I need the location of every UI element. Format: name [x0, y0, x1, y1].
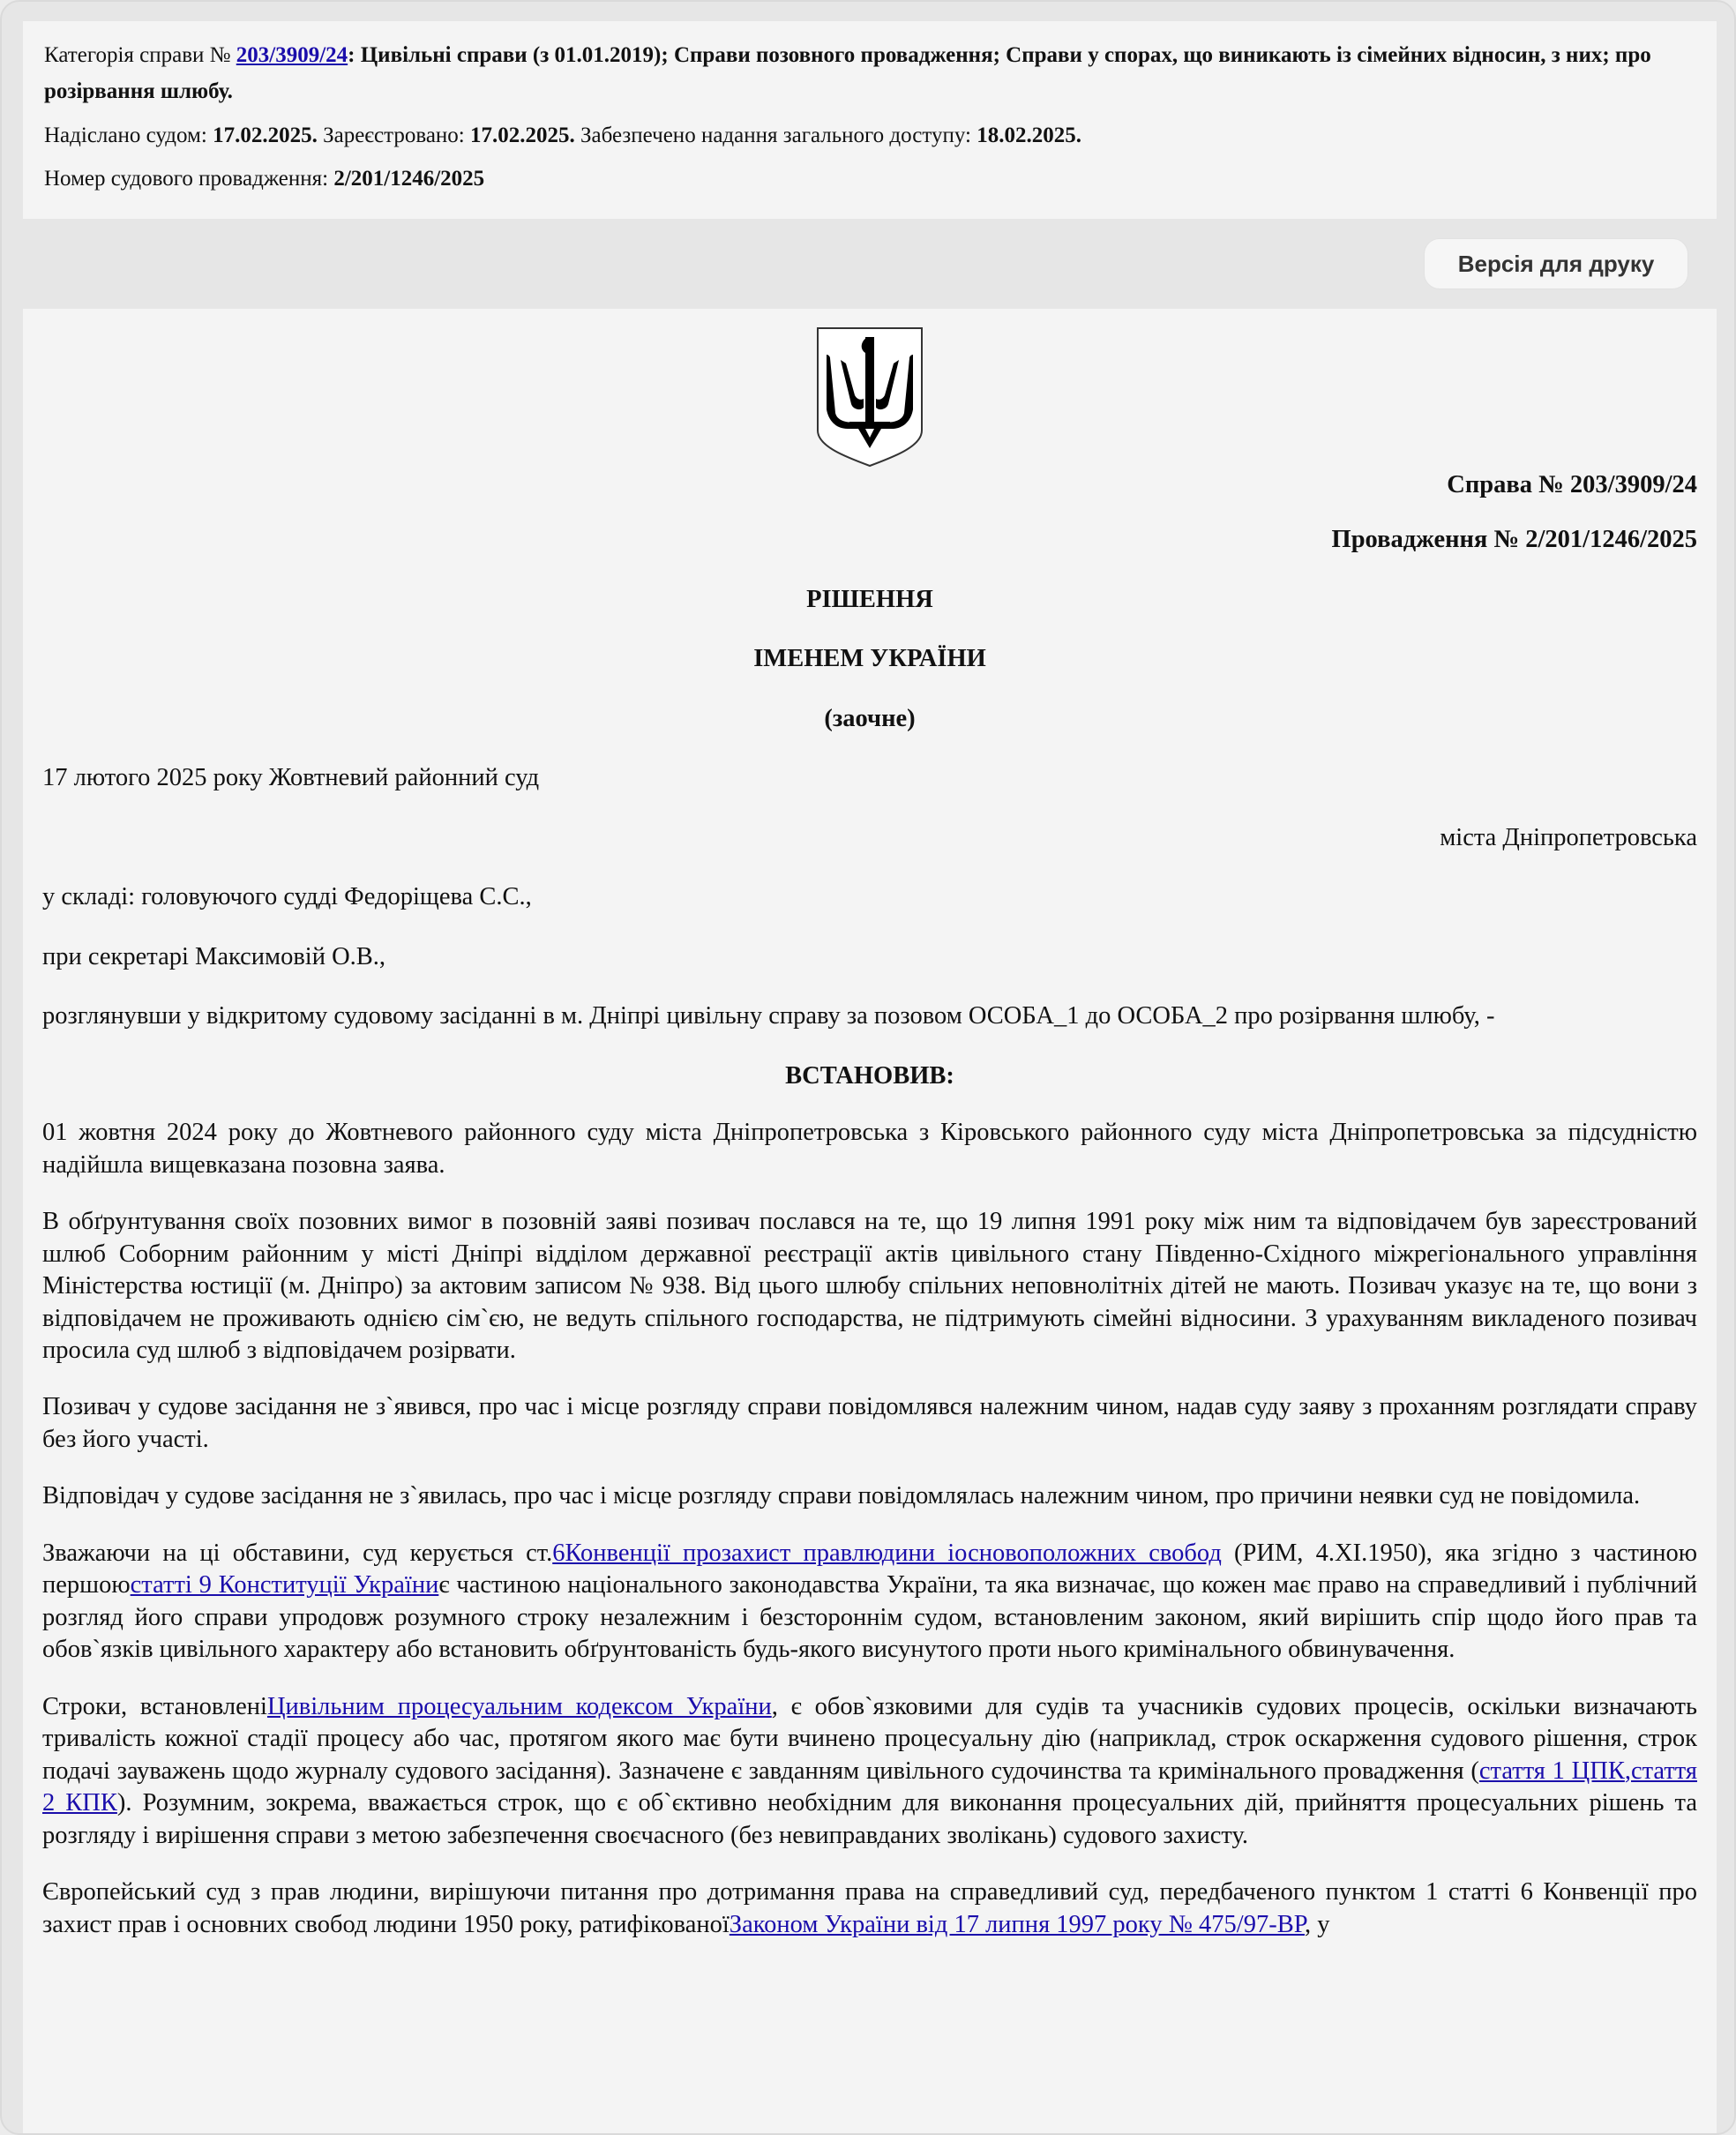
- constitution-link[interactable]: статті 9 Конституції України: [130, 1571, 439, 1599]
- case-category: Категорія справи № 203/3909/24: Цивільні справи (з 01.01.2019); Справи позовного провадження; Справи у спорах, що виникають із сімейних відносин, з них; про розірвання шлюбу.: [44, 43, 1651, 104]
- court-secretary: при секретарі Максимовій О.В.,: [42, 942, 386, 970]
- kpk-article-link[interactable]: ,стаття 2 КПК: [42, 1757, 1697, 1817]
- case-number-link[interactable]: 203/3909/24: [236, 43, 348, 67]
- established-heading: ВСТАНОВИВ:: [785, 1061, 954, 1090]
- civil-code-link[interactable]: Цивільним процесуальним кодексом України: [266, 1692, 772, 1720]
- case-info-panel: [23, 21, 1717, 219]
- case-number: Справа № 203/3909/24: [1447, 471, 1697, 498]
- paragraph: Європейський суд з прав людини, вирішуючи питання про дотримання права на справедливий суд, передбаченого пунктом 1 статті 6 Конвенції про захист прав і основних свобод людини 1950 року, ратифікованоїЗаконом України від 17 липня 1997 року № 475/97-ВР, у: [42, 1878, 1697, 1938]
- print-version-button[interactable]: Версія для друку: [1424, 238, 1688, 289]
- case-dates: Надіслано судом: 17.02.2025. Зареєстровано: 17.02.2025. Забезпечено надання загального доступу: 18.02.2025.: [44, 123, 1081, 147]
- proceeding-title: Провадження № 2/201/1246/2025: [1331, 526, 1697, 554]
- paragraph: Строки, встановленіЦивільним процесуальним кодексом України, є обов`язковими для судів та учасників судових процесів, оскільки визначають тривалість кожної стадії процесу або час, протягом якого має бути вчинено процесуальну дію (наприклад, строк оскарження судового рішення, строк подачі зауважень щодо журналу судового засідання). Зазначене є завданням цивільного судочинства та кримінального провадження (стаття 1 ЦПК,стаття 2 КПК). Розумним, зокрема, вважається строк, що є об`єктивно необхідним для виконання процесуальних дій, прийняття процесуальних рішень та розгляду і вирішення справи з метою забезпечення своєчасного (без невиправданих зволікань) судового захисту.: [42, 1692, 1697, 1849]
- paragraph: Позивач у судове засідання не з`явився, про час і місце розгляду справи повідомлявся належним чином, надав суду заяву з проханням розглядати справу без його участі.: [42, 1393, 1697, 1453]
- paragraph: Відповідач у судове засідання не з`явилась, про час і місце розгляду справи повідомлялась належним чином, про причини неявки суд не повідомила.: [42, 1482, 1641, 1510]
- toolbar: [23, 219, 1717, 307]
- document-body: [23, 309, 1717, 2135]
- paragraph: Зважаючи на ці обставини, суд керується ст.6Конвенції прозахист правлюдини іосновоположних свобод (РИМ, 4.XI.1950), яка згідно з частиною першоюстатті 9 Конституції Україниє частиною національного законодавства України, та яка визначає, що кожен має право на справедливий і публічний розгляд його справи упродовж розумного строку незалежним і безстороннім судом, встановленим законом, який вирішить спір щодо його прав та обов`язків цивільного характеру або встановить обґрунтованість будь-якого висунутого проти нього кримінального обвинувачення.: [42, 1539, 1698, 1664]
- paragraph: 01 жовтня 2024 року до Жовтневого районного суду міста Дніпропетровська з Кіровського районного суду міста Дніпропетровська за підсудністю надійшла вищевказана позовна заява.: [42, 1119, 1697, 1179]
- decision-title: РІШЕННЯ: [806, 585, 933, 613]
- trident-emblem-icon: [814, 325, 925, 469]
- law-link[interactable]: Законом України від 17 липня 1997 року № 475/97-ВР: [729, 1910, 1306, 1938]
- date-court: 17 лютого 2025 року Жовтневий районний суд: [42, 764, 540, 792]
- decision-type: (заочне): [824, 704, 916, 732]
- case-considered: розглянувши у відкритому судовому засіданні в м. Дніпрі цивільну справу за позовом ОСОБА_1 до ОСОБА_2 про розірвання шлюбу, -: [42, 1002, 1495, 1030]
- cpk-article-link[interactable]: стаття 1 ЦПК: [1478, 1757, 1625, 1785]
- paragraph: В обґрунтування своїх позовних вимог в позовній заяві позивач послався на те, що 19 липня 1991 року між ним та відповідачем був зареєстрований шлюб Соборним районним у місті Дніпрі відділом державної реєстрації актів цивільного стану Південно-Східного міжрегіонального управління Міністерства юстиції (м. Дніпро) за актовим записом № 938. Від цього шлюбу спільних неповнолітніх дітей не мають. Позивач указує на те, що вони з відповідачем не проживають однією сім`єю, не ведуть спільного господарства, не підтримують сімейні відносини. З урахуванням викладеного позивач просила суд шлюб з відповідачем розірвати.: [42, 1208, 1697, 1364]
- proceeding-number: Номер судового провадження: 2/201/1246/2025: [44, 166, 485, 191]
- decision-subtitle: ІМЕНЕМ УКРАЇНИ: [753, 645, 986, 673]
- court-city: міста Дніпропетровська: [1440, 823, 1697, 851]
- court-composition: у складі: головуючого судді Федоріщева С.С.,: [42, 883, 532, 911]
- convention-link[interactable]: 6Конвенції прозахист правлюдини іосновоположних свобод: [552, 1539, 1222, 1567]
